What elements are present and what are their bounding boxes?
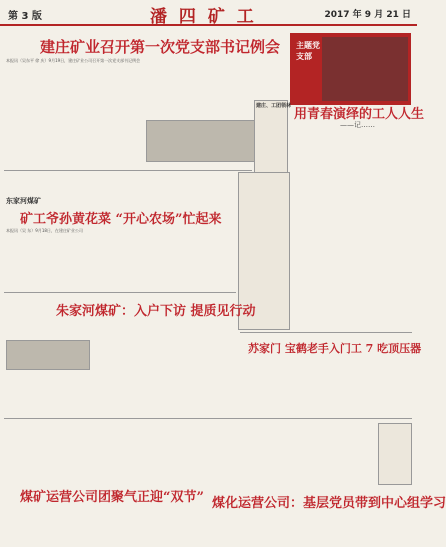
divider-4 — [4, 418, 412, 419]
divider-3 — [240, 332, 412, 333]
body-a7-upper — [206, 423, 376, 483]
body-a1-col1: 本报讯（吴东平 徐 庆）9月19日，建庄矿业公司召开第一次党支部书记例会 — [6, 58, 141, 63]
caption-box-1-label: 建庄、工团领林 — [256, 103, 292, 109]
caption-box-3 — [378, 423, 412, 485]
headline-a7: 煤化运营公司：基层党员带到中心组学习 — [212, 496, 446, 511]
body-a2-col-right — [294, 190, 411, 318]
sidebar-title: 主题党支部 — [296, 41, 320, 61]
body-a3-col2 — [118, 228, 236, 290]
issue-date: 2017 年 9 月 21 日 — [324, 10, 411, 20]
divider-1 — [4, 170, 252, 171]
subhead-a2: ——记…… — [340, 121, 375, 129]
headline-a3: 矿工爷孙黄花菜 “开心农场”忙起来 — [20, 212, 222, 227]
headline-a2: 用青春演绎的工人人生 — [294, 107, 425, 122]
headline-a6: 煤矿运营公司团聚气正迎“双节” — [20, 490, 204, 505]
section-label: 东家河煤矿 — [6, 197, 41, 205]
body-a3-col1: 本报讯（吴 东）9月18日，在建庄矿业公司 — [6, 228, 83, 233]
body-a4-col2 — [100, 318, 236, 414]
divider-2 — [4, 292, 236, 293]
sidebar-photo — [322, 37, 408, 101]
page-number: 第 3 版 — [8, 11, 42, 22]
headline-a5: 苏家门 宝鹤老手入门工 7 吃顶压器 — [248, 342, 422, 355]
headline-a4: 朱家河煤矿：入户下访 提质见行动 — [56, 304, 256, 319]
masthead: 潘 四 矿 工 — [150, 7, 257, 27]
a4-photo — [6, 340, 90, 370]
body-a6-upper — [6, 423, 202, 483]
body-a5-col1 — [242, 358, 322, 414]
body-a6-lower — [6, 504, 202, 544]
headline-a1: 建庄矿业召开第一次党支部书记例会 — [40, 38, 281, 56]
body-a5-col2 — [326, 358, 412, 414]
body-a7-lower — [206, 510, 411, 544]
